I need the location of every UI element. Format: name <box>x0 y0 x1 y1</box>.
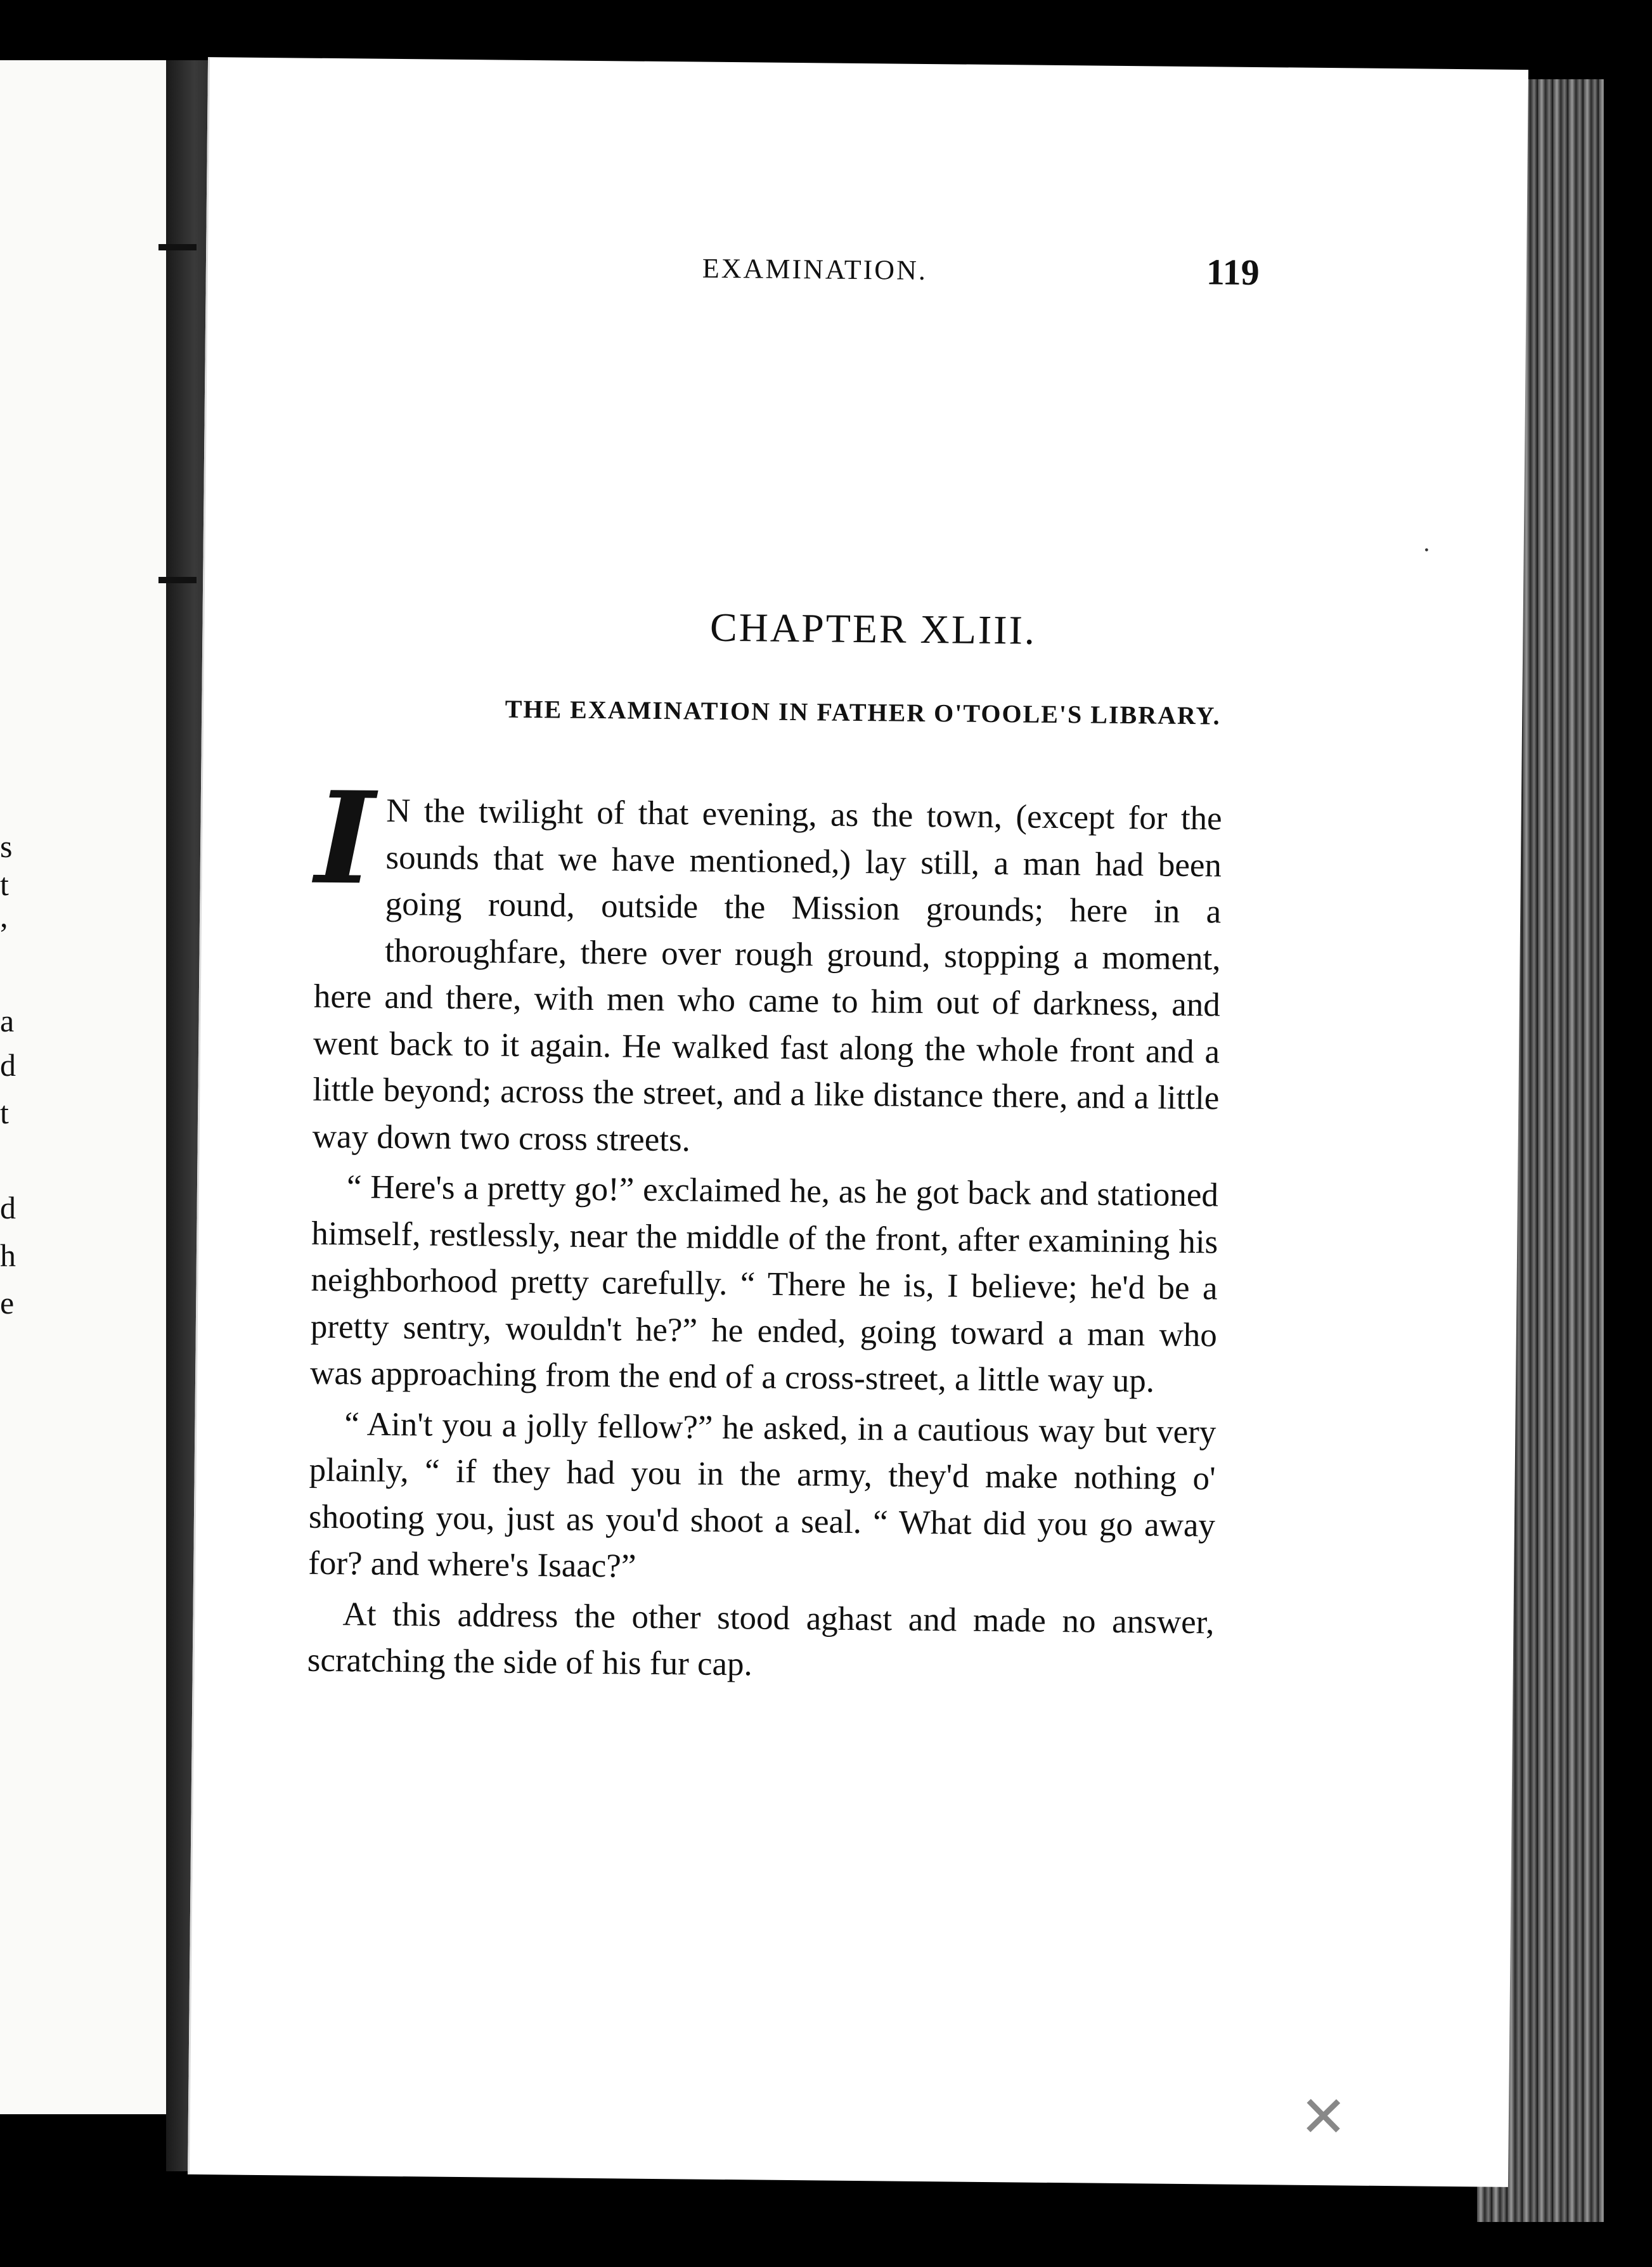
left-page-fragment: t <box>0 1095 9 1130</box>
left-page-fragment: a <box>0 1003 15 1038</box>
body-text <box>307 763 1222 1693</box>
left-page-fragment: t <box>0 867 9 902</box>
left-page-fragment: d <box>0 1190 16 1225</box>
paragraph: “ Here's a pretty go!” exclaimed he, as he got back and stationed himself, restlessly, near the middle of the front, after examining his neighborhood pretty carefully. “ There he is, I believe; he'd be a pretty sentry, wouldn't he?” he ended, going toward a man who was approaching from the end of a cross-street, a little way up. <box>309 1168 1219 1400</box>
left-page-fragment: d <box>0 1047 16 1083</box>
binding-mark <box>158 577 197 583</box>
paragraph: At this address the other stood aghast and made no answer, scratching the side of his fur cap. <box>307 1595 1215 1683</box>
left-facing-page <box>0 60 166 2114</box>
binding-mark <box>158 244 197 250</box>
chapter-subtitle: THE EXAMINATION IN FATHER O'TOOLE'S LIBRARY. <box>505 694 1221 730</box>
book-page <box>188 57 1528 2187</box>
paragraph: “ Ain't you a jolly fellow?” he asked, in a cautious way but very plainly, “ if they had you in the army, they'd make nothing o' shooting you, just as you'd shoot a seal. “ What did you go away for? and where's Isaac?” <box>308 1405 1216 1585</box>
left-page-fragment: s <box>0 829 13 864</box>
speck-mark: · <box>1422 535 1431 564</box>
running-head: EXAMINATION. <box>702 252 928 286</box>
pencil-mark: ✕ <box>1299 2086 1348 2150</box>
paragraph-text: N the twilight of that evening, as the town, (except for the sounds that we have mentioned,) lay still, a man had been going round, outside the Mission grounds; here in a thoroughfare, there over rough ground, stopping a moment, here and there, with men who came to him out of darkness, and went back to it again. He walked fast along the whole front and a little beyond; across the street, and a like distance there, and a little way down two cross streets. <box>312 792 1222 1158</box>
left-page-fragment: e <box>0 1285 15 1321</box>
left-page-fragment: h <box>0 1237 16 1273</box>
chapter-title: CHAPTER XLIII. <box>709 604 1037 653</box>
page-number: 119 <box>1206 251 1260 294</box>
drop-cap: I <box>314 763 375 914</box>
paragraph <box>312 763 1222 1169</box>
left-page-fragment: , <box>0 898 8 934</box>
